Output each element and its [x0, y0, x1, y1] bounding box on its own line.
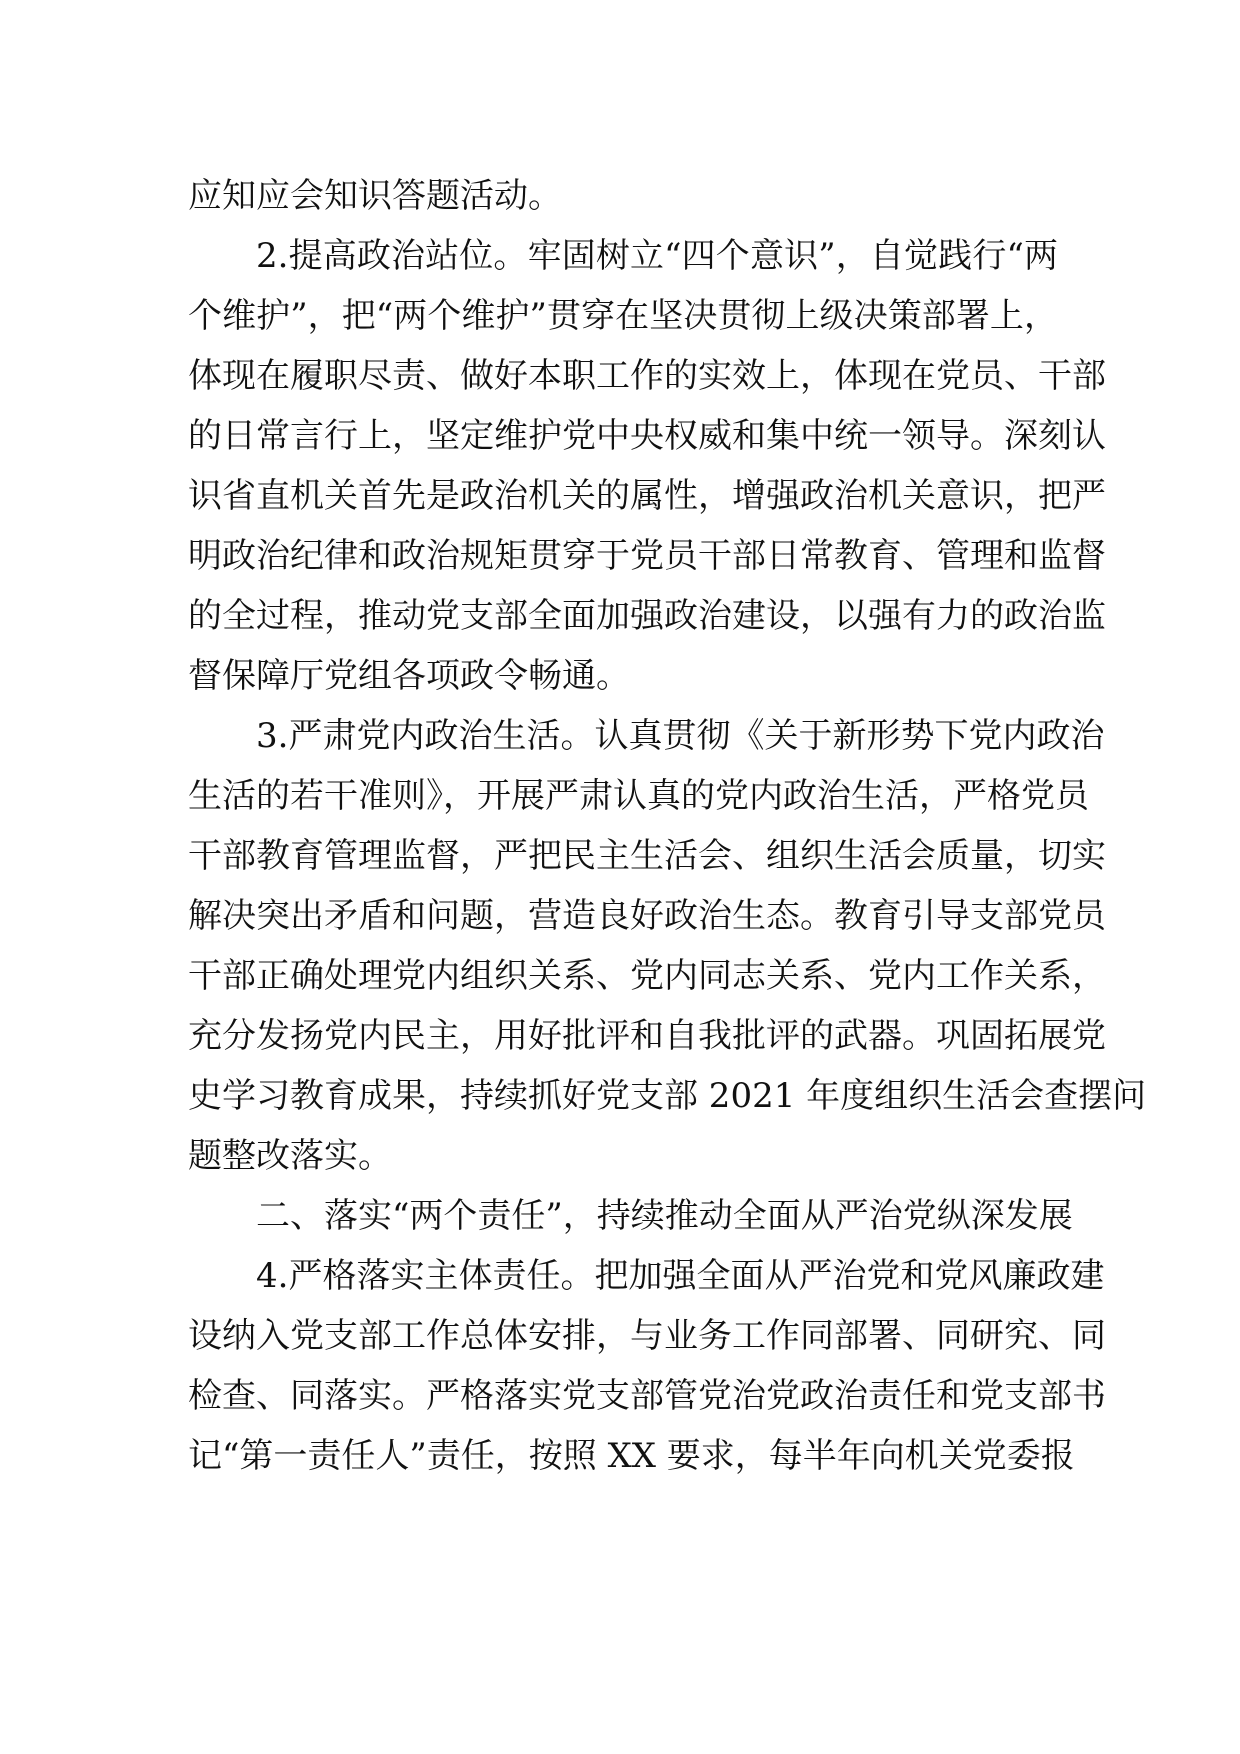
- text-line: 题整改落实。: [188, 1136, 392, 1176]
- text-line: 应知应会知识答题活动。: [188, 176, 562, 216]
- text-line: 生活的若干准则》，开展严肃认真的党内政治生活，严格党员: [188, 776, 1089, 816]
- text-line: 解决突出矛盾和问题，营造良好政治生态。教育引导支部党员: [188, 896, 1106, 936]
- text-line: 检查、同落实。严格落实党支部管党治党政治责任和党支部书: [188, 1376, 1106, 1416]
- text-line: 明政治纪律和政治规矩贯穿于党员干部日常教育、管理和监督: [188, 536, 1106, 576]
- text-line: 3.严肃党内政治生活。认真贯彻《关于新形势下党内政治: [256, 716, 1105, 756]
- text-line: 识省直机关首先是政治机关的属性，增强政治机关意识，把严: [188, 476, 1106, 516]
- text-line: 2.提高政治站位。牢固树立“四个意识”，自觉践行“两: [256, 236, 1058, 276]
- text-line: 督保障厅党组各项政令畅通。: [188, 656, 630, 696]
- document-body: [188, 166, 1147, 1486]
- text-line: 4.严格落实主体责任。把加强全面从严治党和党风廉政建: [256, 1256, 1105, 1296]
- text-line: 充分发扬党内民主，用好批评和自我批评的武器。巩固拓展党: [188, 1016, 1106, 1056]
- text-line: 设纳入党支部工作总体安排，与业务工作同部署、同研究、同: [188, 1316, 1106, 1356]
- text-line: 干部正确处理党内组织关系、党内同志关系、党内工作关系，: [188, 956, 1106, 996]
- text-line: 的全过程，推动党支部全面加强政治建设，以强有力的政治监: [188, 596, 1106, 636]
- text-line: 干部教育管理监督，严把民主生活会、组织生活会质量，切实: [188, 836, 1106, 876]
- text-line: 的日常言行上，坚定维护党中央权威和集中统一领导。深刻认: [188, 416, 1106, 456]
- text-line: 记“第一责任人”责任，按照 XX 要求，每半年向机关党委报: [188, 1436, 1075, 1476]
- section-heading: 二、落实“两个责任”，持续推动全面从严治党纵深发展: [256, 1196, 1073, 1236]
- text-line: 个维护”，把“两个维护”贯穿在坚决贯彻上级决策部署上，: [188, 296, 1058, 336]
- text-line: 史学习教育成果，持续抓好党支部 2021 年度组织生活会查摆问: [188, 1076, 1147, 1116]
- text-line: 体现在履职尽责、做好本职工作的实效上，体现在党员、干部: [188, 356, 1106, 396]
